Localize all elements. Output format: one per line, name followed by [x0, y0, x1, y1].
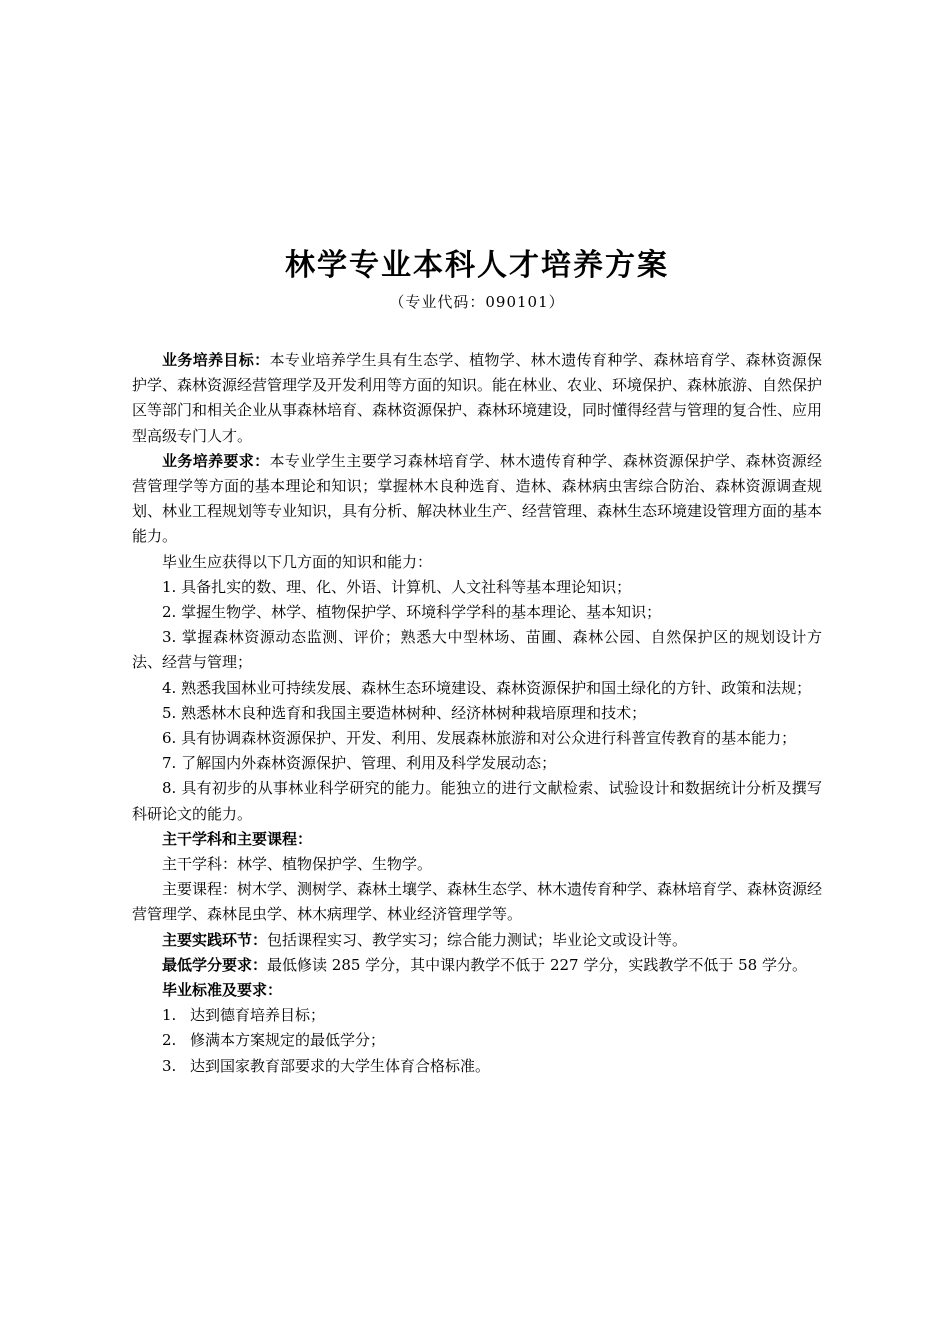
training-goal-text: 本专业培养学生具有生态学、植物学、林木遗传育种学、森林培育学、森林资源保护学、森林资源经营管理学及开发利用等方面的知识。能在林业、农业、环境保护、森林旅游、自然保护区等部门和相关企业从事森林培育、森林资源保护、森林环境建设，同时懂得经营与管理的复合性、应用型高级专门人才。 [132, 351, 823, 445]
graduation-item-number: 2. [162, 1031, 177, 1050]
practice-label: 主要实践环节： [162, 930, 268, 949]
ability-item: 7. 了解国内外森林资源保护、管理、利用及科学发展动态； [162, 754, 557, 773]
graduation-item-text: 达到国家教育部要求的大学生体育合格标准。 [190, 1056, 491, 1075]
main-disciplines: 主干学科：林学、植物保护学、生物学。 [162, 855, 433, 874]
training-requirement [132, 449, 822, 550]
graduation-item-text: 修满本方案规定的最低学分； [190, 1031, 386, 1050]
ability-item: 4. 熟悉我国林业可持续发展、森林生态环境建设、森林资源保护和国土绿化的方针、政策和法规； [162, 678, 812, 697]
graduation-heading [132, 978, 822, 1003]
credit-label: 最低学分要求： [162, 955, 268, 974]
graduation-item-text: 达到德育培养目标； [190, 1006, 326, 1025]
page-title: 林学专业本科人才培养方案 [285, 248, 669, 283]
training-requirement-text: 本专业学生主要学习森林培育学、林木遗传育种学、森林资源保护学、森林资源经营管理学等方面的基本理论和知识；掌握林木良种选育、造林、森林病虫害综合防治、森林资源调查规划、林业工程规划等专业知识，具有分析、解决林业生产、经营管理、森林生态环境建设管理方面的基本能力。 [132, 451, 823, 546]
training-goal-label: 业务培养目标： [162, 351, 270, 369]
graduation-item-number: 3. [162, 1056, 177, 1075]
disciplines-heading [132, 827, 822, 852]
credit-text: 最低修读 285 学分，其中课内教学不低于 227 学分，实践教学不低于 58 学分。 [267, 955, 807, 974]
ability-item: 6. 具有协调森林资源保护、开发、利用、发展森林旅游和对公众进行科普宣传教育的基本能力； [162, 729, 797, 748]
ability-item: 1. 具备扎实的数、理、化、外语、计算机、人文社科等基本理论知识； [162, 577, 632, 596]
credit-requirement [132, 953, 822, 978]
graduation-item [132, 1003, 822, 1028]
training-goal [132, 348, 822, 449]
ability-item: 2. 掌握生物学、林学、植物保护学、环境科学学科的基本理论、基本知识； [162, 603, 662, 622]
graduation-heading-label: 毕业标准及要求： [162, 981, 283, 1000]
ability-item: 5. 熟悉林木良种选育和我国主要造林树种、经济林树种栽培原理和技术； [162, 703, 647, 722]
ability-item: 8. 具有初步的从事林业科学研究的能力。能独立的进行文献检索、试验设计和数据统计分析及撰写科研论文的能力。 [132, 779, 822, 823]
practice-text: 包括课程实习、教学实习；综合能力测试；毕业论文或设计等。 [267, 930, 688, 949]
abilities-intro: 毕业生应获得以下几方面的知识和能力： [162, 552, 433, 571]
practice-section [132, 928, 822, 953]
ability-item: 3. 掌握森林资源动态监测、评价；熟悉大中型林场、苗圃、森林公园、自然保护区的规划设计方法、经营与管理； [132, 628, 822, 672]
training-requirement-label: 业务培养要求： [162, 451, 270, 470]
disciplines-heading-label: 主干学科和主要课程： [162, 829, 313, 848]
graduation-item-number: 1. [162, 1006, 177, 1025]
document-page [132, 244, 822, 1079]
graduation-item [132, 1054, 822, 1079]
graduation-item [132, 1028, 822, 1053]
document-body [132, 348, 822, 1079]
major-code: （专业代码：090101） [389, 293, 565, 311]
main-courses: 主要课程：树木学、测树学、森林土壤学、森林生态学、林木遗传育种学、森林培育学、森林资源经营管理学、森林昆虫学、林木病理学、林业经济管理学等。 [132, 880, 823, 924]
